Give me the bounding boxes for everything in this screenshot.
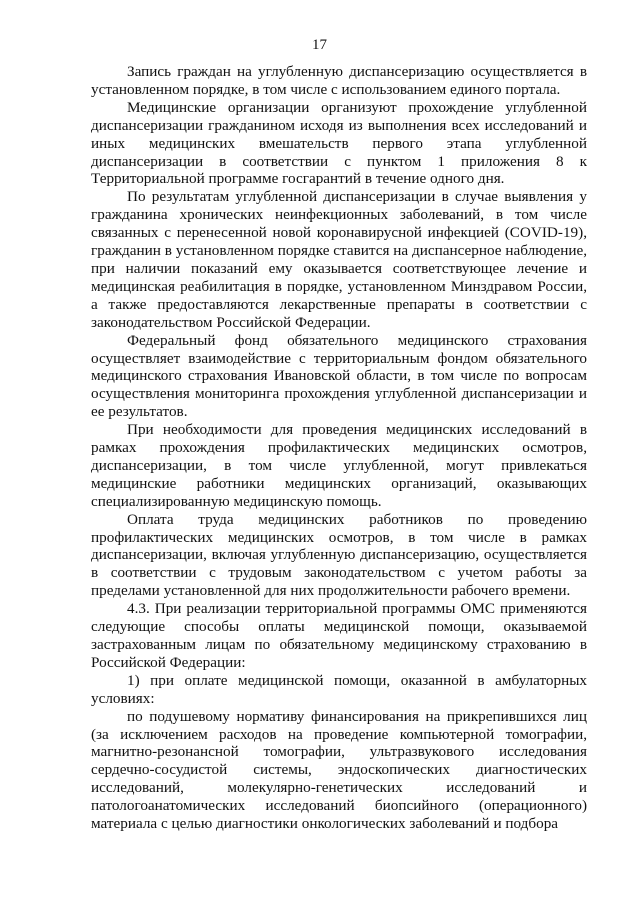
paragraph-organization: Медицинские организации организуют прохождение углубленной диспансеризации гражданином исходя из выполнения всех исследований и иных медицинских вмешательств первого этапа углубленной диспансеризации в соответствии с пунктом 1 приложения 8 к Территориальной программе госгарантий в течение одного дня. (91, 98, 587, 188)
paragraph-registration: Запись граждан на углубленную диспансеризацию осуществляется в установленном порядке, в том числе с использованием единого портала. (91, 63, 587, 98)
document-body (91, 63, 587, 833)
paragraph-payment-labor: Оплата труда медицинских работников по проведению профилактических медицинских осмотров, в том числе в рамках диспансеризации, включая углубленную диспансеризацию, осуществляется в соответствии с трудовым законодательством с учетом работы за пределами установленной для них продолжительности рабочего времени. (91, 510, 587, 600)
paragraph-per-capita: по подушевому нормативу финансирования на прикрепившихся лиц (за исключением расходов на проведение компьютерной томографии, магнитно-резонансной томографии, ультразвукового исследования сердечно-сосудистой системы, эндоскопических диагностических исследований, молекулярно-генетических исследований и патологоанатомических исследований биопсийного (операционного) материала с целью диагностики онкологических заболеваний и подбора (91, 707, 587, 833)
paragraph-item-1: 1) при оплате медицинской помощи, оказанной в амбулаторных условиях: (91, 671, 587, 707)
paragraph-specialists: При необходимости для проведения медицинских исследований в рамках прохождения профилактических медицинских осмотров, диспансеризации, в том числе углубленной, могут привлекаться медицинские работники медицинских организаций, оказывающих специализированную медицинскую помощь. (91, 421, 587, 510)
paragraph-results: По результатам углубленной диспансеризации в случае выявления у гражданина хронических неинфекционных заболеваний, в том числе связанных с перенесенной новой коронавирусной инфекцией (COVID-19), гражданин в установленном порядке ставится на диспансерное наблюдение, при наличии показаний ему оказывается соответствующее лечение и медицинская реабилитация в порядке, установленном Минздравом России, а также предоставляются лекарственные препараты в соответствии с законодательством Российской Федерации. (91, 188, 587, 331)
paragraph-section-4-3: 4.3. При реализации территориальной программы ОМС применяются следующие способы оплаты медицинской помощи, оказываемой застрахованным лицам по обязательному медицинскому страхованию в Российской Федерации: (91, 600, 587, 671)
paragraph-federal-fund: Федеральный фонд обязательного медицинского страхования осуществляет взаимодействие с территориальным фондом обязательного медицинского страхования Ивановской области, в том числе по вопросам осуществления мониторинга прохождения углубленной диспансеризации и ее результатов. (91, 331, 587, 421)
page-number: 17 (312, 37, 327, 53)
